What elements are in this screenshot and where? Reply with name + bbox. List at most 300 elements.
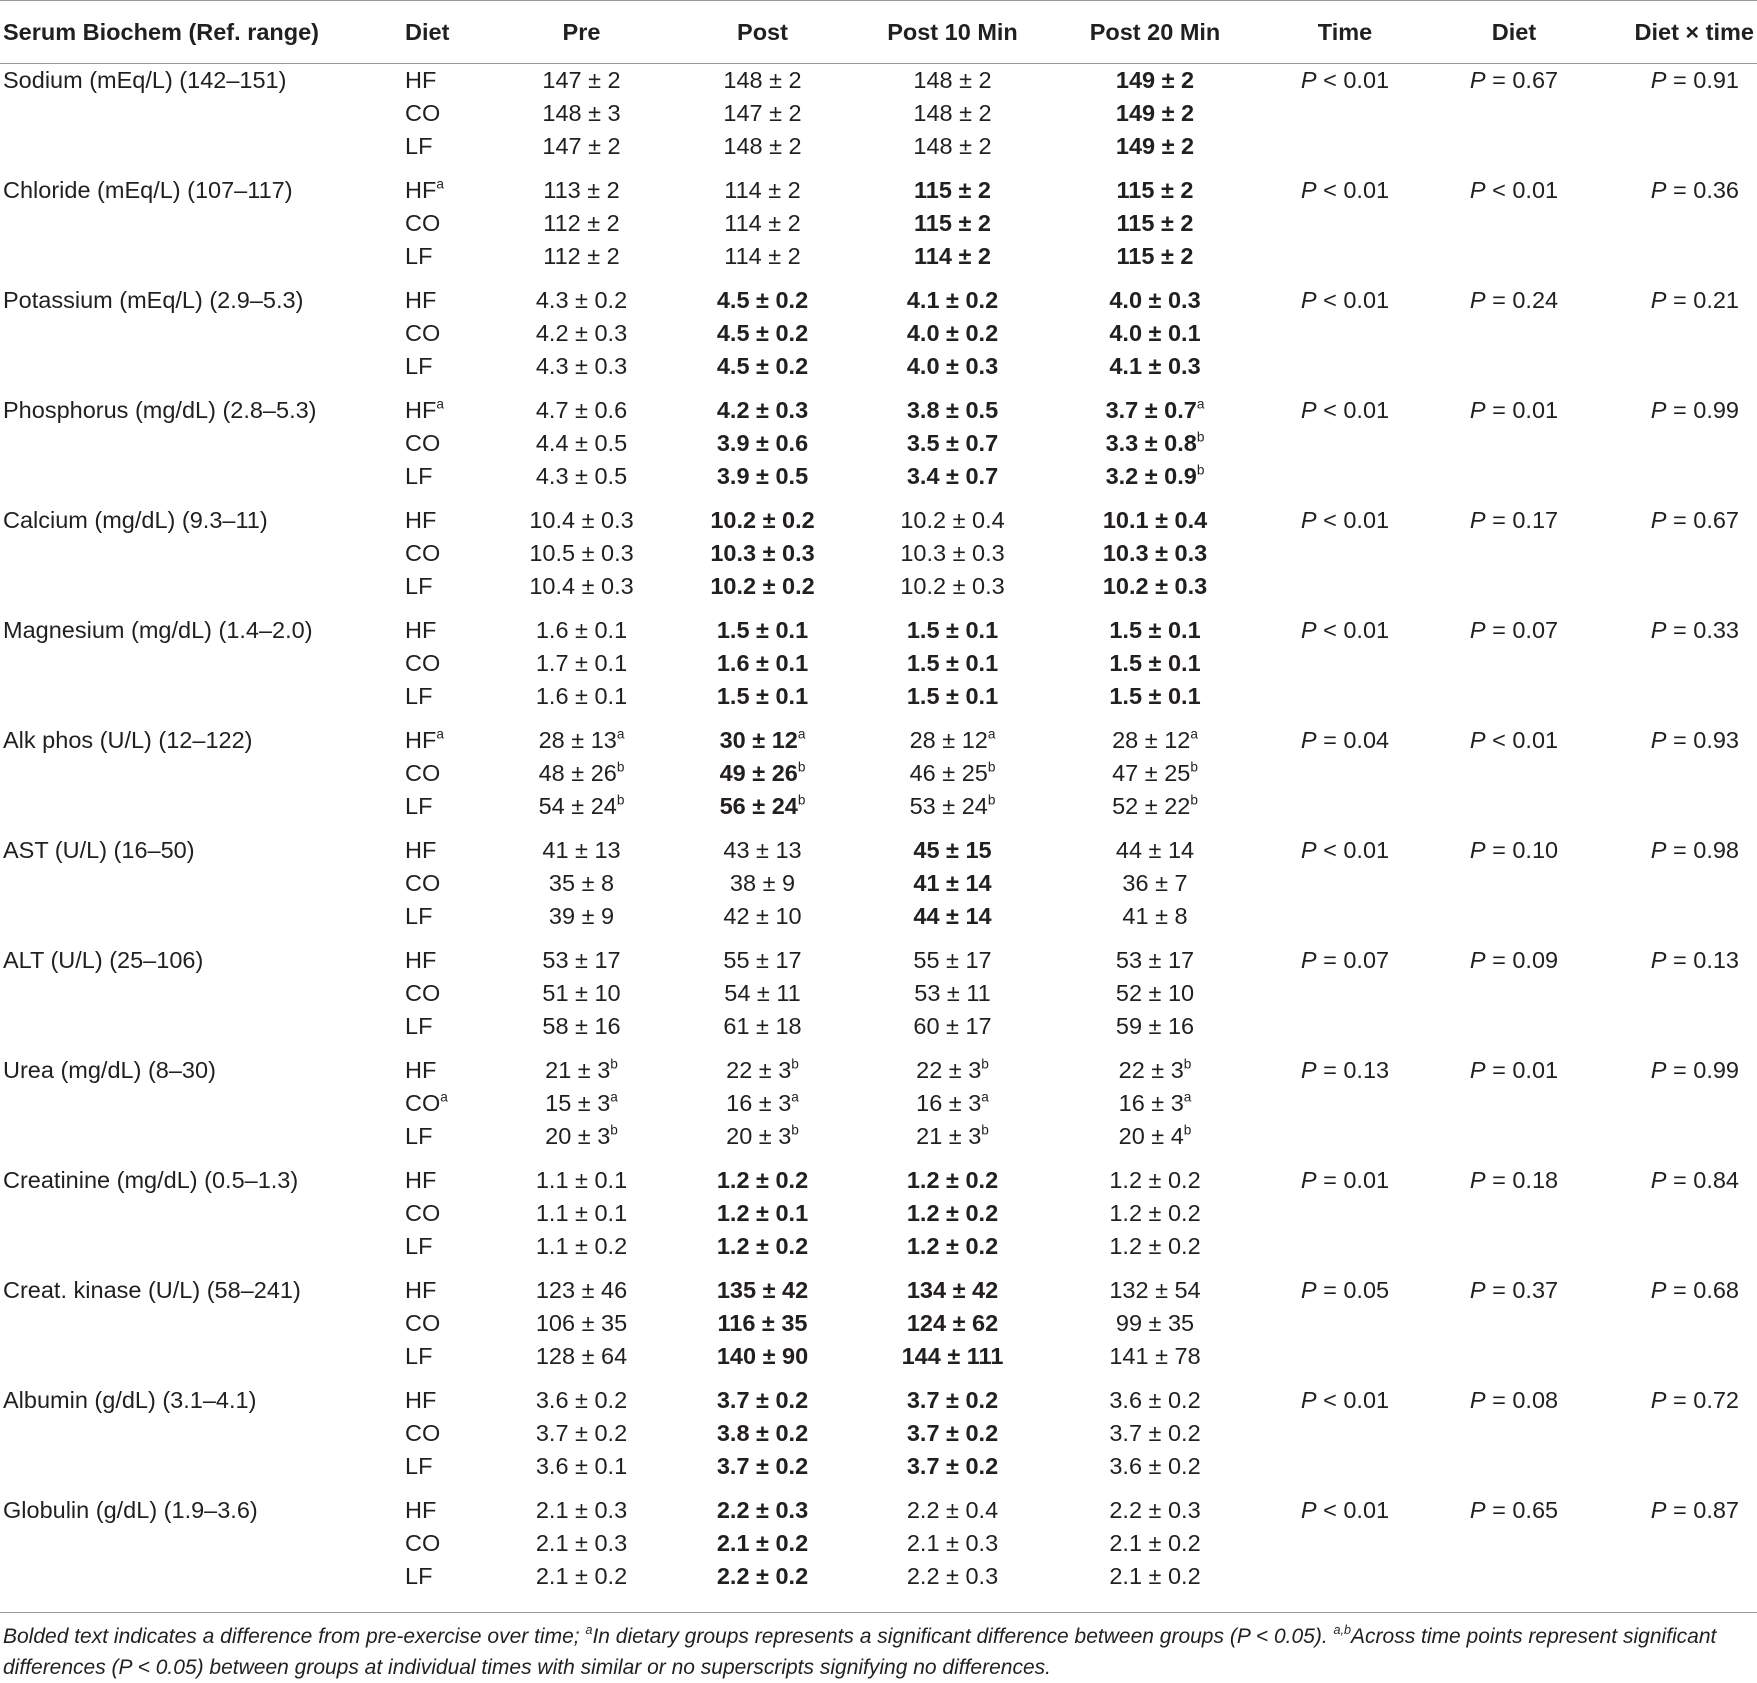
value-post10 xyxy=(855,1230,1050,1263)
value-text: 10.2 ± 0.2 xyxy=(710,506,815,533)
p-diet xyxy=(1430,460,1598,493)
value-text: 3.8 ± 0.5 xyxy=(906,396,999,423)
value-text: 4.0 ± 0.1 xyxy=(1109,319,1201,346)
value-pre xyxy=(493,1307,670,1340)
value-text: 1.6 ± 0.1 xyxy=(535,616,628,643)
p-time xyxy=(1260,1307,1430,1340)
value-text: 3.7 ± 0.2 xyxy=(716,1386,809,1413)
diet-label: LF xyxy=(405,352,433,379)
value-text: 48 ± 26 xyxy=(538,759,617,786)
value-text: 112 ± 2 xyxy=(543,209,620,236)
value-post20 xyxy=(1050,537,1260,570)
value-post20 xyxy=(1050,1230,1260,1263)
table-row xyxy=(0,614,1757,647)
value-text: 1.6 ± 0.1 xyxy=(716,649,809,676)
value-post xyxy=(670,317,855,350)
value-post10 xyxy=(855,944,1050,977)
p-symbol: P xyxy=(1300,396,1317,423)
value-text: 4.0 ± 0.3 xyxy=(906,352,999,379)
p-interaction xyxy=(1598,1307,1757,1340)
row-param: Creatinine (mg/dL) (0.5–1.3) xyxy=(3,1166,299,1193)
value-post xyxy=(670,680,855,713)
value-post xyxy=(670,284,855,317)
value-text: 99 ± 35 xyxy=(1115,1309,1195,1336)
p-interaction xyxy=(1598,790,1757,823)
p-time: P = 0.05 xyxy=(1300,1276,1390,1303)
row-param xyxy=(0,790,393,823)
value-post20 xyxy=(1050,757,1260,790)
p-interaction xyxy=(1598,350,1757,383)
row-spacer-cell xyxy=(0,1153,1757,1164)
value-text: 54 ± 24 xyxy=(538,792,617,819)
value-text: 21 ± 3 xyxy=(916,1122,982,1149)
p-diet xyxy=(1430,317,1598,350)
value-text: 3.5 ± 0.7 xyxy=(906,429,999,456)
value-text: 4.7 ± 0.6 xyxy=(535,396,628,423)
row-diet xyxy=(393,207,493,240)
value-text: 141 ± 78 xyxy=(1109,1342,1201,1369)
p-diet xyxy=(1430,537,1598,570)
header-post: Post xyxy=(670,1,855,64)
row-param xyxy=(0,1340,393,1373)
value-post xyxy=(670,1010,855,1043)
value-post20 xyxy=(1050,724,1260,757)
value-text: 2.1 ± 0.2 xyxy=(1109,1529,1201,1556)
value-pre xyxy=(493,790,670,823)
value-text: 41 ± 8 xyxy=(1122,902,1188,929)
p-interaction xyxy=(1598,1010,1757,1043)
p-time xyxy=(1260,97,1430,130)
diet-label: CO xyxy=(405,979,441,1006)
value-superscript: b xyxy=(1196,428,1205,444)
value-post20 xyxy=(1050,427,1260,460)
value-text: 3.6 ± 0.1 xyxy=(535,1452,628,1479)
value-text: 4.2 ± 0.3 xyxy=(535,319,628,346)
p-time: P < 0.01 xyxy=(1300,396,1390,423)
value-text: 10.1 ± 0.4 xyxy=(1102,506,1208,533)
diet-label: HF xyxy=(405,506,437,533)
row-param xyxy=(0,97,393,130)
p-symbol: P xyxy=(1650,1386,1667,1413)
table-row xyxy=(0,1527,1757,1560)
diet-label: HF xyxy=(405,66,437,93)
value-superscript: a xyxy=(791,1088,799,1104)
value-pre xyxy=(493,1054,670,1087)
value-text: 10.2 ± 0.3 xyxy=(900,572,1005,599)
value-superscript: a xyxy=(616,725,625,741)
p-symbol: P xyxy=(1469,1166,1486,1193)
row-diet xyxy=(393,1340,493,1373)
value-post xyxy=(670,207,855,240)
footnote-text-3: Across time points represent significant differences (P < 0.05) between groups at individual times with similar or no superscripts signifying no differences. xyxy=(3,1625,1717,1679)
row-diet xyxy=(393,680,493,713)
value-pre xyxy=(493,1340,670,1373)
p-diet xyxy=(1430,1417,1598,1450)
value-text: 56 ± 24 xyxy=(719,792,798,819)
value-pre xyxy=(493,680,670,713)
row-param: Creat. kinase (U/L) (58–241) xyxy=(3,1276,301,1303)
value-post20 xyxy=(1050,977,1260,1010)
p-time xyxy=(1260,460,1430,493)
value-text: 114 ± 2 xyxy=(724,176,801,203)
value-text: 2.2 ± 0.4 xyxy=(906,1496,999,1523)
table-row xyxy=(0,394,1757,427)
value-text: 28 ± 13 xyxy=(538,726,617,753)
value-text: 21 ± 3 xyxy=(545,1056,611,1083)
table-row xyxy=(0,1010,1757,1043)
row-param xyxy=(0,757,393,790)
p-time xyxy=(1260,757,1430,790)
value-text: 53 ± 17 xyxy=(542,946,621,973)
value-superscript: a xyxy=(981,1088,989,1104)
table-row xyxy=(0,1230,1757,1263)
p-diet: P = 0.24 xyxy=(1469,286,1559,313)
value-text: 3.3 ± 0.8 xyxy=(1105,429,1197,456)
row-diet xyxy=(393,1527,493,1560)
value-superscript: b xyxy=(797,791,806,807)
value-post10 xyxy=(855,504,1050,537)
value-post10 xyxy=(855,647,1050,680)
value-pre xyxy=(493,977,670,1010)
header-post10: Post 10 Min xyxy=(855,1,1050,64)
value-pre xyxy=(493,757,670,790)
table-row xyxy=(0,757,1757,790)
footnote-text-1: Bolded text indicates a difference from pre-exercise over time; xyxy=(3,1625,586,1648)
value-text: 123 ± 46 xyxy=(535,1276,628,1303)
value-post xyxy=(670,130,855,163)
value-text: 52 ± 10 xyxy=(1115,979,1195,1006)
value-post xyxy=(670,790,855,823)
p-time: P < 0.01 xyxy=(1300,286,1390,313)
value-post xyxy=(670,1087,855,1120)
value-post20 xyxy=(1050,1087,1260,1120)
row-spacer xyxy=(0,603,1757,614)
table-row xyxy=(0,64,1757,97)
p-diet xyxy=(1430,757,1598,790)
row-diet xyxy=(393,1054,493,1087)
value-post20 xyxy=(1050,317,1260,350)
p-diet xyxy=(1430,1307,1598,1340)
row-param: Calcium (mg/dL) (9.3–11) xyxy=(3,506,268,533)
value-post20 xyxy=(1050,207,1260,240)
value-text: 3.6 ± 0.2 xyxy=(1109,1452,1201,1479)
value-post xyxy=(670,977,855,1010)
row-param xyxy=(0,900,393,933)
value-post xyxy=(670,97,855,130)
p-time xyxy=(1260,537,1430,570)
value-text: 134 ± 42 xyxy=(906,1276,999,1303)
value-post10 xyxy=(855,1560,1050,1593)
row-diet xyxy=(393,647,493,680)
row-spacer xyxy=(0,493,1757,504)
value-text: 3.6 ± 0.2 xyxy=(1109,1386,1201,1413)
row-diet xyxy=(393,130,493,163)
value-pre xyxy=(493,1120,670,1153)
diet-superscript: a xyxy=(440,1088,448,1104)
table-row xyxy=(0,537,1757,570)
p-symbol: P xyxy=(1650,176,1667,203)
diet-label: LF xyxy=(405,1342,433,1369)
value-superscript: b xyxy=(1183,1055,1192,1071)
row-spacer xyxy=(0,1483,1757,1494)
value-text: 16 ± 3 xyxy=(726,1089,792,1116)
value-superscript: b xyxy=(987,791,996,807)
value-text: 41 ± 14 xyxy=(913,869,992,896)
table-row xyxy=(0,1560,1757,1593)
table-footnote xyxy=(0,1612,1757,1683)
value-post10 xyxy=(855,350,1050,383)
value-superscript: a xyxy=(1196,395,1205,411)
value-text: 140 ± 90 xyxy=(716,1342,809,1369)
value-text: 2.1 ± 0.3 xyxy=(535,1496,628,1523)
value-pre xyxy=(493,350,670,383)
value-text: 4.4 ± 0.5 xyxy=(535,429,628,456)
value-text: 4.5 ± 0.2 xyxy=(716,352,809,379)
value-post20 xyxy=(1050,284,1260,317)
value-text: 4.3 ± 0.3 xyxy=(535,352,628,379)
p-symbol: P xyxy=(1300,1166,1317,1193)
diet-label: LF xyxy=(405,1012,433,1039)
row-diet xyxy=(393,1120,493,1153)
row-diet xyxy=(393,757,493,790)
p-time: P < 0.01 xyxy=(1300,1386,1390,1413)
value-text: 4.5 ± 0.2 xyxy=(716,286,809,313)
p-interaction xyxy=(1598,570,1757,603)
diet-label: CO xyxy=(405,539,441,566)
p-symbol: P xyxy=(1300,176,1317,203)
diet-label: CO xyxy=(405,209,441,236)
value-pre xyxy=(493,1164,670,1197)
p-interaction xyxy=(1598,460,1757,493)
row-diet xyxy=(393,317,493,350)
row-diet xyxy=(393,1384,493,1417)
value-text: 1.5 ± 0.1 xyxy=(906,616,999,643)
value-pre xyxy=(493,900,670,933)
value-text: 113 ± 2 xyxy=(543,176,620,203)
value-post10 xyxy=(855,460,1050,493)
value-post20 xyxy=(1050,504,1260,537)
value-post20 xyxy=(1050,1417,1260,1450)
value-post10 xyxy=(855,537,1050,570)
value-text: 114 ± 2 xyxy=(914,242,991,269)
value-post xyxy=(670,757,855,790)
value-text: 28 ± 12 xyxy=(1112,726,1191,753)
value-post20 xyxy=(1050,97,1260,130)
p-time xyxy=(1260,240,1430,273)
value-text: 148 ± 2 xyxy=(723,66,802,93)
p-interaction: P = 0.93 xyxy=(1650,726,1739,753)
row-spacer xyxy=(0,163,1757,174)
p-time: P < 0.01 xyxy=(1300,1496,1390,1523)
value-text: 20 ± 3 xyxy=(726,1122,792,1149)
diet-label: HF xyxy=(405,286,437,313)
value-text: 4.0 ± 0.3 xyxy=(1109,286,1201,313)
value-post xyxy=(670,1340,855,1373)
diet-label: LF xyxy=(405,462,433,489)
p-symbol: P xyxy=(1469,396,1486,423)
p-diet: P = 0.65 xyxy=(1469,1496,1559,1523)
p-symbol: P xyxy=(1469,1276,1486,1303)
value-post10 xyxy=(855,1274,1050,1307)
p-symbol: P xyxy=(1469,726,1486,753)
value-text: 3.9 ± 0.5 xyxy=(716,462,809,489)
row-spacer xyxy=(0,933,1757,944)
value-text: 38 ± 9 xyxy=(729,869,796,896)
value-text: 4.5 ± 0.2 xyxy=(716,319,809,346)
p-interaction: P = 0.87 xyxy=(1650,1496,1739,1523)
p-symbol: P xyxy=(1300,1496,1317,1523)
row-param xyxy=(0,1450,393,1483)
value-post xyxy=(670,64,855,97)
value-text: 2.1 ± 0.2 xyxy=(716,1529,809,1556)
p-symbol: P xyxy=(1650,836,1667,863)
diet-label: CO xyxy=(405,1199,441,1226)
diet-label: HF xyxy=(405,1386,437,1413)
table-row xyxy=(0,977,1757,1010)
value-text: 10.5 ± 0.3 xyxy=(529,539,634,566)
diet-label: CO xyxy=(405,429,441,456)
value-text: 114 ± 2 xyxy=(724,242,801,269)
p-interaction xyxy=(1598,1087,1757,1120)
row-spacer-cell xyxy=(0,1263,1757,1274)
value-text: 147 ± 2 xyxy=(723,99,802,126)
row-param xyxy=(0,350,393,383)
p-interaction: P = 0.13 xyxy=(1650,946,1739,973)
row-param xyxy=(0,1560,393,1593)
row-param xyxy=(0,427,393,460)
value-post xyxy=(670,647,855,680)
value-text: 1.5 ± 0.1 xyxy=(906,649,999,676)
value-post20 xyxy=(1050,1010,1260,1043)
value-pre xyxy=(493,1197,670,1230)
p-symbol: P xyxy=(1650,1166,1667,1193)
p-diet xyxy=(1430,570,1598,603)
value-post20 xyxy=(1050,900,1260,933)
value-text: 1.2 ± 0.2 xyxy=(1109,1166,1201,1193)
row-diet xyxy=(393,460,493,493)
p-interaction xyxy=(1598,977,1757,1010)
p-diet xyxy=(1430,1230,1598,1263)
p-diet xyxy=(1430,130,1598,163)
value-post xyxy=(670,867,855,900)
row-diet xyxy=(393,427,493,460)
row-diet xyxy=(393,1230,493,1263)
value-post10 xyxy=(855,1340,1050,1373)
diet-label: CO xyxy=(405,1419,441,1446)
row-diet xyxy=(393,1197,493,1230)
value-text: 1.2 ± 0.2 xyxy=(716,1232,809,1259)
value-superscript: b xyxy=(610,1055,618,1071)
p-diet xyxy=(1430,240,1598,273)
value-post xyxy=(670,174,855,207)
value-text: 15 ± 3 xyxy=(545,1089,611,1116)
value-pre xyxy=(493,647,670,680)
p-interaction: P = 0.33 xyxy=(1650,616,1739,643)
table-row xyxy=(0,504,1757,537)
p-time xyxy=(1260,1417,1430,1450)
value-post xyxy=(670,944,855,977)
row-param: Alk phos (U/L) (12–122) xyxy=(3,726,253,753)
p-symbol: P xyxy=(1469,1496,1486,1523)
value-pre xyxy=(493,317,670,350)
value-superscript: b xyxy=(981,1121,989,1137)
p-symbol: P xyxy=(1469,286,1486,313)
value-post20 xyxy=(1050,240,1260,273)
row-param xyxy=(0,977,393,1010)
value-text: 36 ± 7 xyxy=(1122,869,1188,896)
row-param: ALT (U/L) (25–106) xyxy=(3,946,204,973)
p-diet xyxy=(1430,977,1598,1010)
value-post10 xyxy=(855,174,1050,207)
row-param xyxy=(0,317,393,350)
value-pre xyxy=(493,97,670,130)
value-pre xyxy=(493,1087,670,1120)
table-row xyxy=(0,834,1757,867)
p-diet xyxy=(1430,1087,1598,1120)
row-param xyxy=(0,207,393,240)
value-text: 147 ± 2 xyxy=(542,66,621,93)
header-param: Serum Biochem (Ref. range) xyxy=(0,1,393,64)
value-text: 1.5 ± 0.1 xyxy=(716,682,809,709)
p-time: P < 0.01 xyxy=(1300,836,1390,863)
value-text: 2.1 ± 0.3 xyxy=(906,1529,999,1556)
value-text: 45 ± 15 xyxy=(913,836,992,863)
row-diet xyxy=(393,1307,493,1340)
p-symbol: P xyxy=(1650,946,1667,973)
table-row xyxy=(0,1087,1757,1120)
p-diet: P = 0.07 xyxy=(1469,616,1559,643)
value-text: 4.1 ± 0.2 xyxy=(906,286,999,313)
p-symbol: P xyxy=(1300,66,1317,93)
value-text: 135 ± 42 xyxy=(716,1276,809,1303)
p-time xyxy=(1260,1230,1430,1263)
p-time xyxy=(1260,1340,1430,1373)
value-text: 2.2 ± 0.2 xyxy=(716,1562,809,1589)
p-interaction: P = 0.99 xyxy=(1650,396,1739,423)
value-post20 xyxy=(1050,1197,1260,1230)
diet-label: HF xyxy=(405,1056,437,1083)
value-post20 xyxy=(1050,130,1260,163)
table-row xyxy=(0,427,1757,460)
table-row xyxy=(0,207,1757,240)
value-text: 46 ± 25 xyxy=(909,759,988,786)
value-text: 3.2 ± 0.9 xyxy=(1105,462,1197,489)
value-post xyxy=(670,1230,855,1263)
p-interaction xyxy=(1598,1197,1757,1230)
p-symbol: P xyxy=(1469,946,1486,973)
table-row xyxy=(0,680,1757,713)
value-text: 4.3 ± 0.2 xyxy=(535,286,628,313)
p-interaction xyxy=(1598,317,1757,350)
row-param xyxy=(0,460,393,493)
row-param xyxy=(0,1010,393,1043)
value-text: 3.7 ± 0.2 xyxy=(1109,1419,1201,1446)
value-post10 xyxy=(855,1087,1050,1120)
p-interaction: P = 0.67 xyxy=(1650,506,1739,533)
value-text: 1.5 ± 0.1 xyxy=(716,616,809,643)
diet-label: LF xyxy=(405,1452,433,1479)
value-text: 147 ± 2 xyxy=(542,132,621,159)
p-diet: P = 0.18 xyxy=(1469,1166,1559,1193)
p-interaction xyxy=(1598,427,1757,460)
row-param xyxy=(0,1230,393,1263)
p-symbol: P xyxy=(1469,1386,1486,1413)
value-text: 3.7 ± 0.7 xyxy=(1105,396,1197,423)
row-param: Urea (mg/dL) (8–30) xyxy=(3,1056,216,1083)
diet-label: CO xyxy=(405,319,441,346)
p-time xyxy=(1260,207,1430,240)
value-text: 2.2 ± 0.3 xyxy=(1109,1496,1201,1523)
